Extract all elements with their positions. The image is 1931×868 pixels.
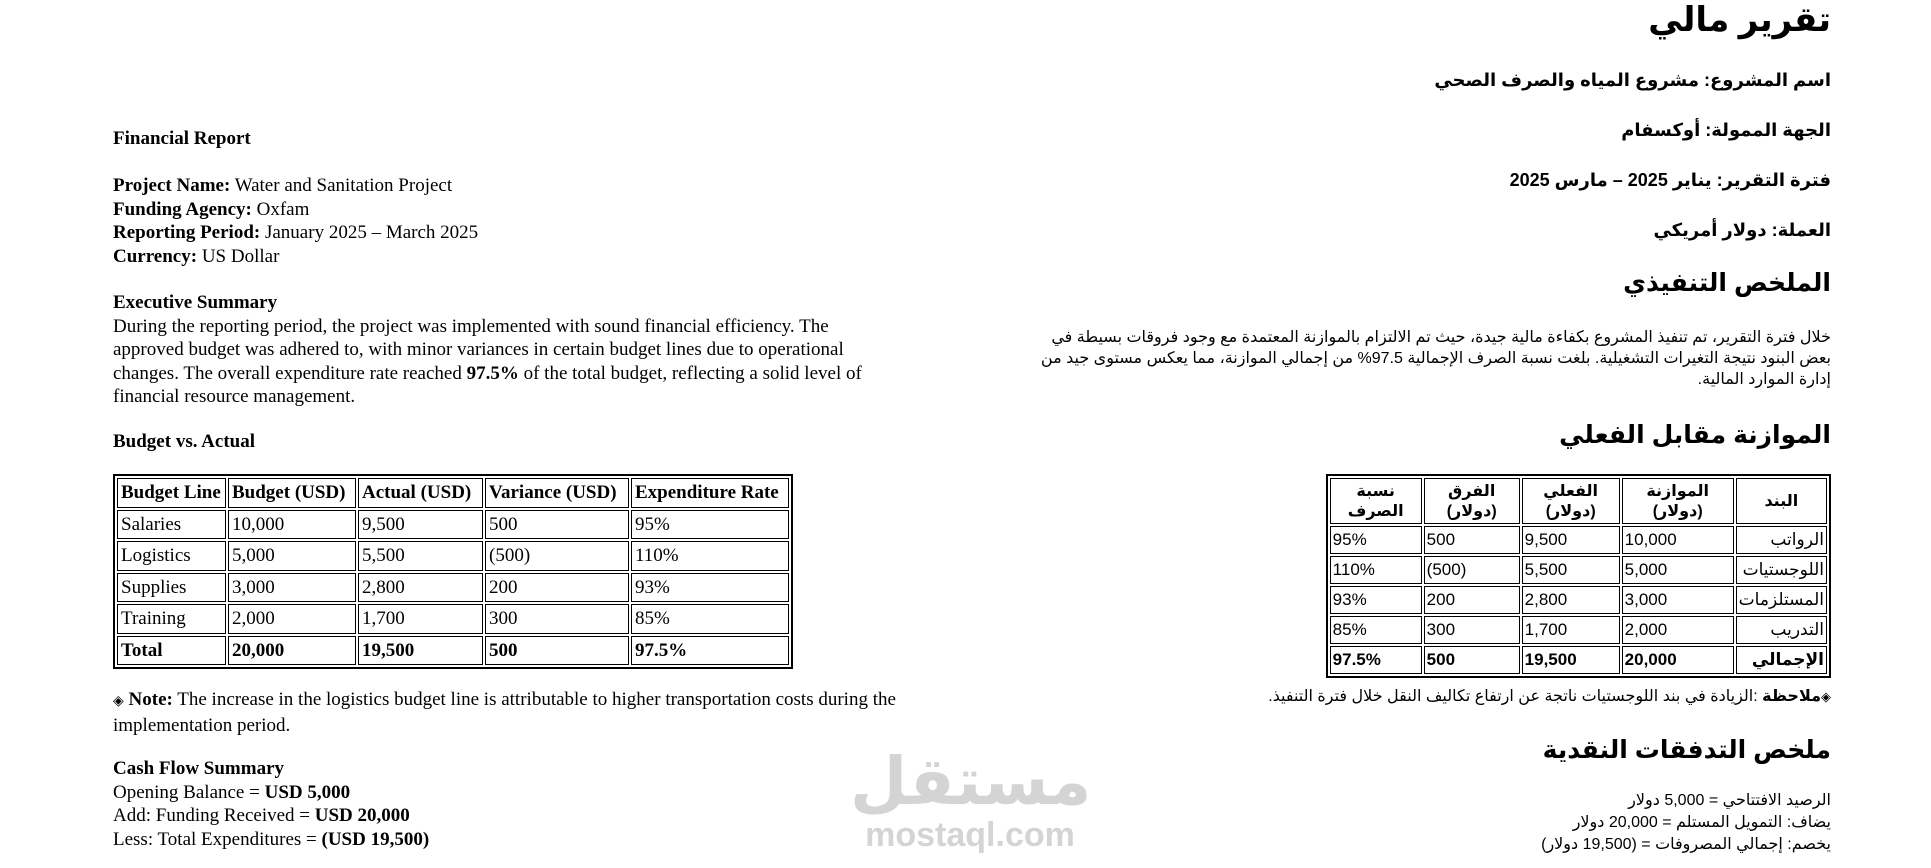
cash-flow-en: [113, 757, 429, 851]
table-cell: الرواتب: [1736, 526, 1827, 554]
table-cell: 500: [1424, 646, 1520, 674]
cash-line: الرصيد الافتتاحي = 5,000 دولار: [1628, 792, 1831, 809]
table-total-row: [1330, 646, 1827, 674]
table-cell: 93%: [631, 573, 789, 603]
table-cell: 200: [1424, 586, 1520, 614]
table-cell: (500): [1424, 556, 1520, 584]
table-header-row: [1330, 478, 1827, 524]
table-cell: 1,700: [1522, 616, 1620, 644]
table-cell: 5,500: [1522, 556, 1620, 584]
table-cell: 19,500: [1522, 646, 1620, 674]
diamond-bullet-icon: ◈: [113, 693, 124, 709]
meta-currency: Currency: US Dollar: [113, 245, 280, 267]
report-meta-en: [113, 174, 478, 268]
header-cell: Actual (USD): [358, 478, 483, 508]
section-heading: Executive Summary: [113, 292, 278, 313]
table-cell: 2,800: [1522, 586, 1620, 614]
table-row: [117, 541, 789, 571]
table-cell: 1,700: [358, 604, 483, 634]
table-cell: 3,000: [1622, 586, 1734, 614]
note-label: ملاحظة: [1762, 688, 1821, 705]
header-cell: الفرق (دولار): [1424, 478, 1520, 524]
table-cell: 300: [485, 604, 629, 634]
table-cell: 5,000: [1622, 556, 1734, 584]
table-cell: الإجمالي: [1736, 646, 1827, 674]
header-cell: الفعلي (دولار): [1522, 478, 1620, 524]
cash-line: يضاف: التمويل المستلم = 20,000 دولار: [1572, 814, 1831, 831]
table-cell: 19,500: [358, 636, 483, 666]
report-title-ar: تقرير مالي: [1648, 1, 1831, 39]
header-cell: Expenditure Rate: [631, 478, 789, 508]
budget-heading-en: Budget vs. Actual: [113, 431, 255, 452]
executive-summary-en: [113, 291, 903, 409]
executive-summary-heading-ar: الملخص التنفيذي: [1623, 269, 1831, 297]
budget-table-ar: [1326, 474, 1831, 678]
table-cell: 2,000: [228, 604, 356, 634]
note-text: :الزيادة في بند اللوجستيات ناتجة عن ارتفاع تكاليف النقل خلال فترة التنفيذ.: [1268, 688, 1763, 705]
cash-flow-heading-ar: ملخص التدفقات النقدية: [1542, 736, 1831, 764]
table-cell: 93%: [1330, 586, 1422, 614]
table-cell: 95%: [1330, 526, 1422, 554]
table-cell: اللوجستيات: [1736, 556, 1827, 584]
mostaql-watermark-logo: مستقل mostaql.com: [850, 744, 1092, 854]
table-cell: 20,000: [228, 636, 356, 666]
table-cell: 95%: [631, 510, 789, 540]
table-cell: 5,500: [358, 541, 483, 571]
table-row: [117, 604, 789, 634]
meta-currency-ar: العملة: دولار أمريكي: [1653, 220, 1831, 240]
table-cell: 10,000: [228, 510, 356, 540]
meta-funding-agency: Funding Agency: Oxfam: [113, 198, 310, 220]
table-cell: 10,000: [1622, 526, 1734, 554]
header-cell: Budget (USD): [228, 478, 356, 508]
table-cell: 500: [1424, 526, 1520, 554]
note-ar: [1268, 686, 1831, 706]
header-cell: نسبة الصرف: [1330, 478, 1422, 524]
table-cell: 97.5%: [631, 636, 789, 666]
header-cell: البند: [1736, 478, 1827, 524]
cash-flow-ar: [1541, 790, 1831, 856]
table-cell: 9,500: [1522, 526, 1620, 554]
table-cell: 3,000: [228, 573, 356, 603]
note-label: Note:: [128, 689, 173, 710]
table-cell: 110%: [631, 541, 789, 571]
table-cell: 200: [485, 573, 629, 603]
table-cell: 300: [1424, 616, 1520, 644]
table-cell: Logistics: [117, 541, 226, 571]
meta-funding-agency-ar: الجهة الممولة: أوكسفام: [1621, 120, 1831, 140]
table-cell: 5,000: [228, 541, 356, 571]
header-cell: Budget Line: [117, 478, 226, 508]
table-cell: 97.5%: [1330, 646, 1422, 674]
cash-line: يخصم: إجمالي المصروفات = (19,500 دولار): [1541, 836, 1831, 853]
meta-reporting-period: Reporting Period: January 2025 – March 2025: [113, 222, 479, 243]
table-row: [117, 573, 789, 603]
note-en: [113, 688, 903, 737]
note-text: The increase in the logistics budget line is attributable to higher transportation costs during the implementation period.: [113, 689, 896, 736]
table-row: [1330, 556, 1827, 584]
table-cell: 2,800: [358, 573, 483, 603]
table-cell: 20,000: [1622, 646, 1734, 674]
table-cell: Salaries: [117, 510, 226, 540]
table-cell: التدريب: [1736, 616, 1827, 644]
header-cell: Variance (USD): [485, 478, 629, 508]
table-cell: 110%: [1330, 556, 1422, 584]
table-cell: 85%: [631, 604, 789, 634]
diamond-bullet-icon: ◈: [1821, 690, 1831, 705]
table-cell: المستلزمات: [1736, 586, 1827, 614]
table-cell: (500): [485, 541, 629, 571]
table-cell: Total: [117, 636, 226, 666]
table-header-row: [117, 478, 789, 508]
cash-line: Opening Balance = USD 5,000: [113, 781, 351, 803]
meta-reporting-period-ar: فترة التقرير: يناير 2025 – مارس 2025: [1509, 170, 1831, 190]
report-title-en: Financial Report: [113, 128, 251, 149]
table-cell: 500: [485, 510, 629, 540]
section-heading: Cash Flow Summary: [113, 758, 285, 779]
cash-line: Add: Funding Received = USD 20,000: [113, 805, 410, 826]
table-row: [1330, 526, 1827, 554]
table-row: [1330, 616, 1827, 644]
executive-summary-text: During the reporting period, the project was implemented with sound financial efficiency. The approved budget was adhered to, with minor variances in certain budget lines due to operational changes. The overall expenditure rate reached 97.5% of the total budget, reflecting a solid level of financial resource management.: [113, 315, 862, 407]
table-row: [117, 510, 789, 540]
executive-summary-text-ar: خلال فترة التقرير، تم تنفيذ المشروع بكفاءة مالية جيدة، حيث تم الالتزام بالموازنة المعتمدة مع وجود فروقات بسيطة في بعض البنود نتيجة التغيرات التشغيلية. بلغت نسبة الصرف الإجمالية 97.5% من إجمالي الموازنة، مما يعكس مستوى جيد من إدارة الموارد المالية.: [1040, 329, 1831, 388]
table-cell: Supplies: [117, 573, 226, 603]
meta-project-name-ar: اسم المشروع: مشروع المياه والصرف الصحي: [1434, 70, 1831, 90]
table-total-row: [117, 636, 789, 666]
cash-line: Less: Total Expenditures = (USD 19,500): [113, 828, 430, 850]
budget-heading-ar: الموازنة مقابل الفعلي: [1559, 421, 1831, 449]
meta-project-name: Project Name: Water and Sanitation Project: [113, 175, 453, 196]
table-row: [1330, 586, 1827, 614]
header-cell: الموازنة (دولار): [1622, 478, 1734, 524]
table-cell: 2,000: [1622, 616, 1734, 644]
table-cell: 85%: [1330, 616, 1422, 644]
table-cell: Training: [117, 604, 226, 634]
table-cell: 9,500: [358, 510, 483, 540]
table-cell: 500: [485, 636, 629, 666]
budget-table-en: [113, 474, 793, 669]
